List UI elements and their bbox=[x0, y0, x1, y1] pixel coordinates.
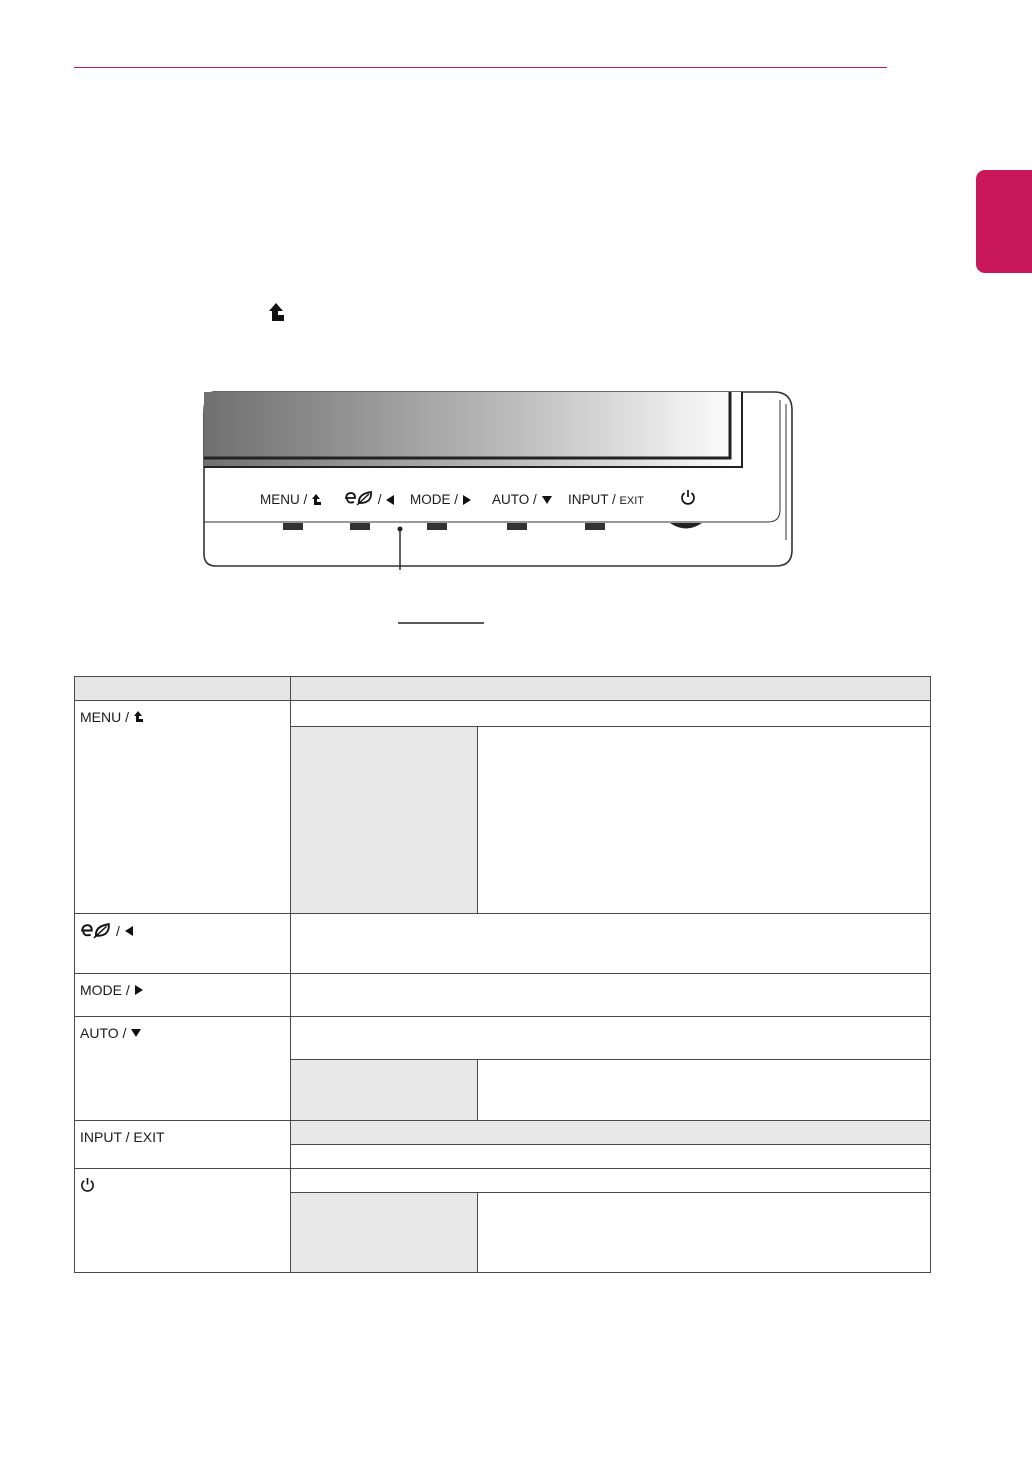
header-rule bbox=[74, 67, 887, 68]
table-row bbox=[75, 1169, 931, 1193]
key-cell-input: INPUT / EXIT bbox=[75, 1121, 291, 1169]
key-function-table bbox=[74, 676, 931, 1273]
sub-item-cell bbox=[291, 1193, 478, 1273]
return-arrow-icon bbox=[311, 494, 321, 506]
table-row bbox=[75, 1121, 931, 1145]
description-cell bbox=[291, 701, 931, 727]
table-header-cell bbox=[291, 677, 931, 701]
button-nub bbox=[507, 523, 527, 530]
key-cell-auto: AUTO / bbox=[75, 1017, 291, 1121]
button-nub bbox=[283, 523, 303, 530]
bezel-label-menu: MENU / bbox=[260, 492, 321, 508]
eco-leaf-icon bbox=[80, 922, 112, 939]
bezel-label-input: INPUT / EXIT bbox=[568, 492, 644, 507]
table-row bbox=[75, 914, 931, 974]
button-nub bbox=[350, 523, 370, 530]
power-icon bbox=[680, 489, 696, 506]
power-icon bbox=[80, 1177, 95, 1193]
description-cell bbox=[291, 914, 931, 974]
table-row bbox=[75, 701, 931, 727]
table-header-row bbox=[75, 677, 931, 701]
triangle-left-icon bbox=[385, 494, 395, 506]
description-cell bbox=[478, 1060, 931, 1121]
bezel-label-auto: AUTO / bbox=[492, 492, 553, 508]
eco-leaf-icon bbox=[344, 490, 374, 506]
key-cell-menu: MENU / bbox=[75, 701, 291, 914]
monitor-bezel-illustration bbox=[202, 390, 797, 570]
sub-item-cell bbox=[291, 727, 478, 914]
triangle-down-icon bbox=[541, 494, 553, 506]
key-cell-mode: MODE / bbox=[75, 974, 291, 1017]
description-cell bbox=[478, 1193, 931, 1273]
indicator-dot bbox=[398, 527, 403, 532]
description-cell bbox=[291, 1017, 931, 1060]
key-cell-eco: / bbox=[75, 914, 291, 974]
bezel-label-power bbox=[680, 489, 696, 508]
button-nub bbox=[585, 523, 605, 530]
button-nub bbox=[427, 523, 447, 530]
callout-line-horizontal bbox=[398, 620, 488, 628]
description-cell bbox=[478, 727, 931, 914]
description-cell bbox=[291, 1145, 931, 1169]
description-cell bbox=[291, 974, 931, 1017]
return-arrow-icon bbox=[133, 711, 143, 723]
return-arrow-icon bbox=[266, 301, 286, 323]
screen-panel bbox=[204, 392, 742, 467]
description-cell bbox=[291, 1169, 931, 1193]
triangle-right-icon bbox=[134, 984, 144, 996]
triangle-right-icon bbox=[462, 494, 472, 506]
sub-item-cell bbox=[291, 1060, 478, 1121]
table-row bbox=[75, 974, 931, 1017]
description-cell bbox=[291, 1121, 931, 1145]
triangle-left-icon bbox=[124, 925, 134, 937]
bezel-label-eco: / bbox=[344, 490, 395, 508]
key-cell-power bbox=[75, 1169, 291, 1273]
table-row bbox=[75, 1017, 931, 1060]
language-side-tab bbox=[976, 170, 1032, 273]
table-header-cell bbox=[75, 677, 291, 701]
bezel-label-mode: MODE / bbox=[410, 492, 472, 508]
triangle-down-icon bbox=[130, 1027, 142, 1039]
